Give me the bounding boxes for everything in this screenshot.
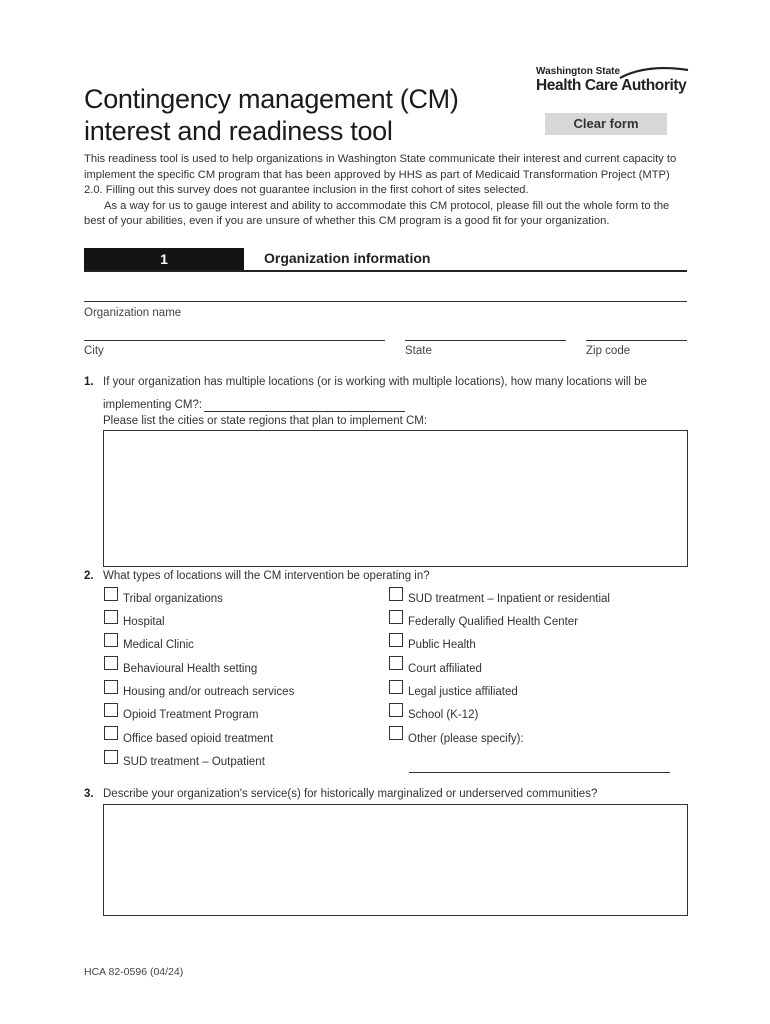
city-field[interactable]: [84, 340, 385, 341]
intro-paragraph-1: This readiness tool is used to help organizations in Washington State communicate their interest and current capacity to implement the specific CM program that has been approved by HHS as part of Medicaid Transformation Project (MTP) 2.0. Filling out this survey does not guarantee inclusion in the first cohort of sites selected.: [84, 153, 677, 196]
option-label: Housing and/or outreach services: [123, 686, 295, 698]
zip-code-label: Zip code: [586, 345, 631, 357]
checkbox-behavioural-health[interactable]: [104, 656, 118, 670]
checkbox-medical-clinic[interactable]: [104, 633, 118, 647]
option-label: Court affiliated: [408, 663, 482, 675]
q1-locations-count-field[interactable]: [204, 411, 405, 412]
option-label: SUD treatment – Inpatient or residential: [408, 593, 610, 605]
checkbox-office-based-opioid[interactable]: [104, 726, 118, 740]
q1-text: If your organization has multiple locations (or is working with multiple locations), how many locations will be: [103, 376, 647, 388]
q3-text: Describe your organization's service(s) for historically marginalized or underserved communities?: [103, 788, 598, 800]
checkbox-hospital[interactable]: [104, 610, 118, 624]
option-label: School (K-12): [408, 709, 479, 721]
logo-line-1: Washington State: [536, 66, 621, 77]
checkbox-school-k12[interactable]: [389, 703, 403, 717]
option-label: Behavioural Health setting: [123, 663, 258, 675]
option-label: Tribal organizations: [123, 593, 223, 605]
q2-number: 2.: [84, 570, 94, 582]
q3-services-textarea[interactable]: [103, 804, 688, 916]
q3-number: 3.: [84, 788, 94, 800]
option-label: SUD treatment – Outpatient: [123, 756, 265, 768]
state-label: State: [405, 345, 432, 357]
option-label: Federally Qualified Health Center: [408, 616, 579, 628]
checkbox-court-affiliated[interactable]: [389, 656, 403, 670]
checkbox-tribal-organizations[interactable]: [104, 587, 118, 601]
zip-code-field[interactable]: [586, 340, 687, 341]
option-label: Opioid Treatment Program: [123, 709, 259, 721]
q1-regions-textarea[interactable]: [103, 430, 688, 567]
option-label: Public Health: [408, 639, 476, 651]
organization-name-field[interactable]: [84, 301, 687, 302]
section-title: Organization information: [264, 250, 431, 266]
option-label: Hospital: [123, 616, 165, 628]
title-line-1: Contingency management (CM): [84, 84, 459, 114]
q2-text: What types of locations will the CM intervention be operating in?: [103, 570, 430, 582]
state-field[interactable]: [405, 340, 566, 341]
checkbox-public-health[interactable]: [389, 633, 403, 647]
checkbox-legal-justice[interactable]: [389, 680, 403, 694]
logo-line-2: Health Care Authority: [536, 77, 687, 94]
option-label: Legal justice affiliated: [408, 686, 518, 698]
checkbox-sud-outpatient[interactable]: [104, 750, 118, 764]
option-label: Medical Clinic: [123, 639, 194, 651]
q1-text-continued: implementing CM?:: [103, 399, 203, 411]
organization-name-label: Organization name: [84, 307, 182, 319]
checkbox-fqhc[interactable]: [389, 610, 403, 624]
intro-paragraph-2: As a way for us to gauge interest and ability to accommodate this CM protocol, please fill out the whole form to the best of your abilities, even if you are unsure of whether this CM program is a good fit for your organization.: [84, 199, 670, 227]
checkbox-opioid-treatment-program[interactable]: [104, 703, 118, 717]
city-label: City: [84, 345, 104, 357]
title-line-2: interest and readiness tool: [84, 116, 393, 146]
section-divider: [84, 270, 687, 272]
intro-text: [84, 152, 687, 230]
option-label: Office based opioid treatment: [123, 733, 274, 745]
section-number-badge: 1: [84, 248, 244, 271]
q1-number: 1.: [84, 376, 94, 388]
checkbox-other[interactable]: [389, 726, 403, 740]
q1-subtext: Please list the cities or state regions that plan to implement CM:: [103, 415, 428, 427]
clear-form-button[interactable]: Clear form: [545, 113, 667, 135]
form-code: HCA 82-0596 (04/24): [84, 966, 184, 978]
logo-swoosh-icon: [618, 66, 690, 80]
option-label: Other (please specify):: [408, 733, 524, 745]
other-specify-field[interactable]: [409, 772, 670, 773]
page-title: [84, 83, 459, 147]
checkbox-sud-inpatient[interactable]: [389, 587, 403, 601]
hca-logo: [536, 66, 691, 98]
checkbox-housing-outreach[interactable]: [104, 680, 118, 694]
